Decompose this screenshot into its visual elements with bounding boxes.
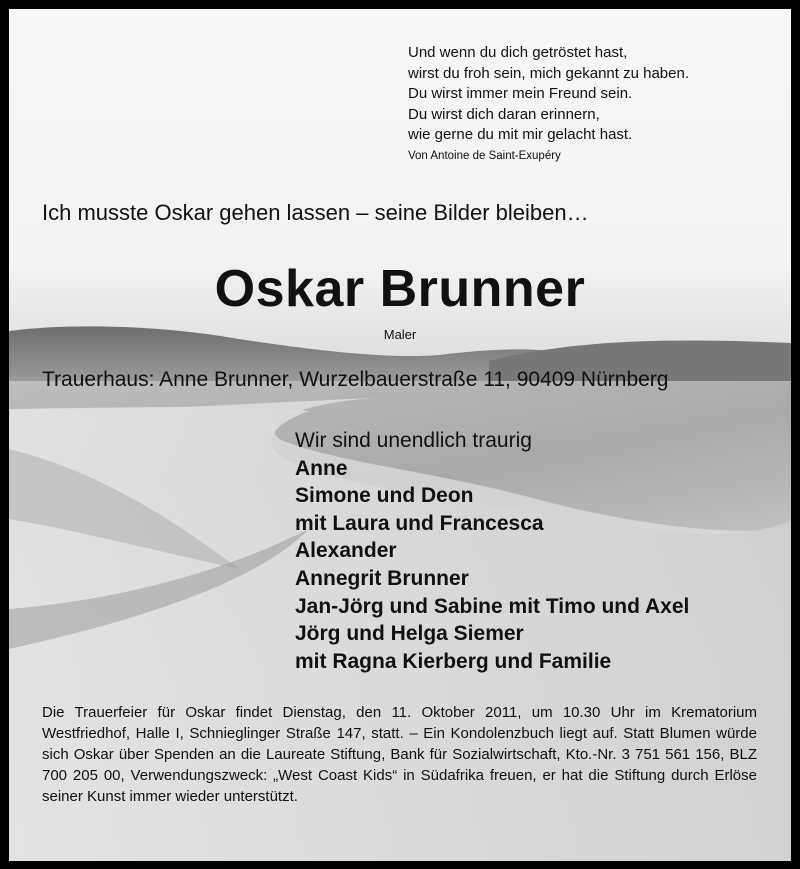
mourner-name: Simone und Deon: [295, 484, 474, 508]
deceased-name: Oskar Brunner: [214, 260, 586, 318]
obituary-card: [9, 9, 791, 861]
profession: Maler: [383, 327, 417, 342]
poem-line: wie gerne du mit mir gelacht hast.: [408, 126, 633, 143]
poem-line: Du wirst immer mein Freund sein.: [408, 85, 633, 102]
mourner-name: Anne: [295, 456, 348, 480]
mourners-list: [295, 427, 689, 675]
funeral-notice: Die Trauerfeier für Oskar findet Dienstag, den 11. Oktober 2011, um 10.30 Uhr im Krematorium Westfriedhof, Halle I, Schnieglinger Straße 147, statt. – Ein Kondolenzbuch liegt auf. Statt Blumen würde sich Oskar über Spenden an die Laureate Stiftung, Bank für Sozialwirtschaft, Kto.-Nr. 3 751 561 156, BLZ 700 205 00, Verwendungszweck: „West Coast Kids“ in Südafrika freuen, er hat die Stiftung durch Erlöse seiner Kunst immer wieder unterstützt.: [42, 704, 757, 805]
poem-quote: [408, 43, 689, 166]
poem-line: Du wirst dich daran erinnern,: [408, 105, 600, 123]
poem-line: wirst du froh sein, mich gekannt zu haben.: [408, 64, 689, 82]
mourner-name: Jan-Jörg und Sabine mit Timo und Axel: [295, 594, 690, 618]
intro-sentence: Ich musste Oskar gehen lassen – seine Bilder bleiben…: [42, 200, 589, 225]
mourner-name: mit Laura und Francesca: [295, 511, 544, 535]
poem-author: Von Antoine de Saint-Exupéry: [408, 149, 561, 162]
poem-line: Und wenn du dich getröstet hast,: [408, 44, 628, 61]
mourners-lead: Wir sind unendlich traurig: [295, 429, 532, 452]
mourner-name: Annegrit Brunner: [295, 566, 469, 590]
mourner-name: Jörg und Helga Siemer: [295, 622, 524, 646]
mourner-name: Alexander: [295, 539, 397, 563]
mourner-name: mit Ragna Kierberg und Familie: [295, 649, 612, 673]
mourning-house-address: Trauerhaus: Anne Brunner, Wurzelbauerstraße 11, 90409 Nürnberg: [42, 368, 669, 391]
